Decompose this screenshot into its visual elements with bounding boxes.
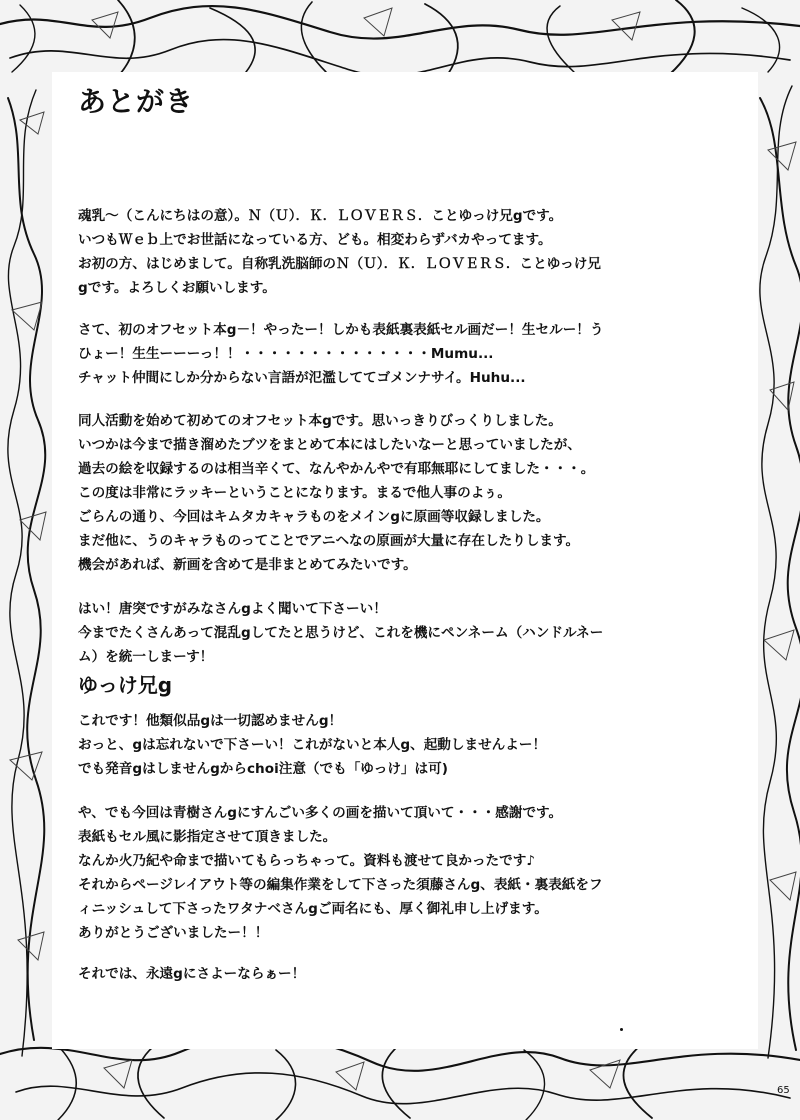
paragraph-7 bbox=[78, 962, 688, 986]
text-line: ひょー！生生ーーーっ！！・・・・・・・・・・・・・・Mumu... bbox=[78, 346, 494, 362]
paragraph-6 bbox=[78, 801, 688, 945]
paragraph-4 bbox=[78, 597, 688, 669]
text-line: 機会があれば、新画を含めて是非まとめてみたいです。 bbox=[78, 557, 417, 573]
text-line: まだ他に、うのキャラものってことでアニヘなの原画が大量に存在したりします。 bbox=[78, 533, 580, 549]
text-line: さて、初のオフセット本g－！やったー！しかも表紙裏表紙セル画だー！生セルー！う bbox=[78, 322, 604, 338]
stray-dot bbox=[620, 1028, 623, 1031]
pen-name-heading: ゆっけ兄g bbox=[78, 673, 173, 697]
text-line: 過去の絵を収録するのは相当辛くて、なんやかんやで有耶無耶にしてました・・・。 bbox=[78, 461, 595, 477]
text-line: 同人活動を始めて初めてのオフセット本gです。思いっきりびっくりしました。 bbox=[78, 413, 562, 429]
text-line: それでは、永遠gにさよーならぁー！ bbox=[78, 966, 306, 982]
text-line: なんか火乃紀や命まで描いてもらっちゃって。資料も渡せて良かったです♪ bbox=[78, 853, 535, 869]
text-line: ごらんの通り、今回はキムタカキャラものをメインgに原画等収録しました。 bbox=[78, 509, 550, 525]
text-line: ム）を統一しまーす！ bbox=[78, 649, 214, 665]
text-line: おっと、gは忘れないで下さーい！これがないと本人g、起動しませんよー！ bbox=[78, 737, 547, 753]
paragraph-3 bbox=[78, 409, 688, 577]
text-line: gです。よろしくお願いします。 bbox=[78, 280, 276, 296]
text-line: や、でも今回は青樹さんgにすんごい多くの画を描いて頂いて・・・感謝です。 bbox=[78, 805, 563, 821]
afterword-title: あとがき bbox=[78, 85, 195, 118]
text-line: はい！唐突ですがみなさんgよく聞いて下さーい！ bbox=[78, 601, 387, 617]
text-line: いつもＷｅｂ上でお世話になっている方、ども。相変わらずバカやってます。 bbox=[78, 232, 552, 248]
text-line: でも発音gはしませんgからchoi注意（でも「ゆっけ」は可) bbox=[78, 761, 448, 777]
text-line: 魂乳～（こんにちはの意）。Ｎ（Ｕ）．Ｋ．ＬＯＶＥＲＳ．ことゆっけ兄gです。 bbox=[78, 208, 563, 224]
paragraph-1 bbox=[78, 204, 688, 300]
text-line: この度は非常にラッキーということになります。まるで他人事のよぅ。 bbox=[78, 485, 511, 501]
text-line: いつかは今まで描き溜めたブツをまとめて本にはしたいなーと思っていましたが、 bbox=[78, 437, 581, 453]
paragraph-5 bbox=[78, 709, 688, 781]
text-line: これです！他類似品gは一切認めませんg！ bbox=[78, 713, 343, 729]
page-number: 65 bbox=[777, 1085, 790, 1096]
text-line: それからページレイアウト等の編集作業をして下さった須藤さんg、表紙・裏表紙をフ bbox=[78, 877, 603, 893]
text-line: 表紙もセル風に影指定させて頂きました。 bbox=[78, 829, 337, 845]
text-line: 今までたくさんあって混乱gしてたと思うけど、これを機にペンネーム（ハンドルネー bbox=[78, 625, 604, 641]
text-line: チャット仲間にしか分からない言語が氾濫しててゴメンナサイ。Huhu... bbox=[78, 370, 526, 386]
text-line: ィニッシュして下さったワタナベさんgご両名にも、厚く御礼申し上げます。 bbox=[78, 901, 548, 917]
text-line: お初の方、はじめまして。自称乳洗脳師のＮ（Ｕ）．Ｋ．ＬＯＶＥＲＳ．ことゆっけ兄 bbox=[78, 256, 601, 272]
text-line: ありがとうございましたー！！ bbox=[78, 925, 269, 941]
paragraph-2 bbox=[78, 318, 688, 390]
